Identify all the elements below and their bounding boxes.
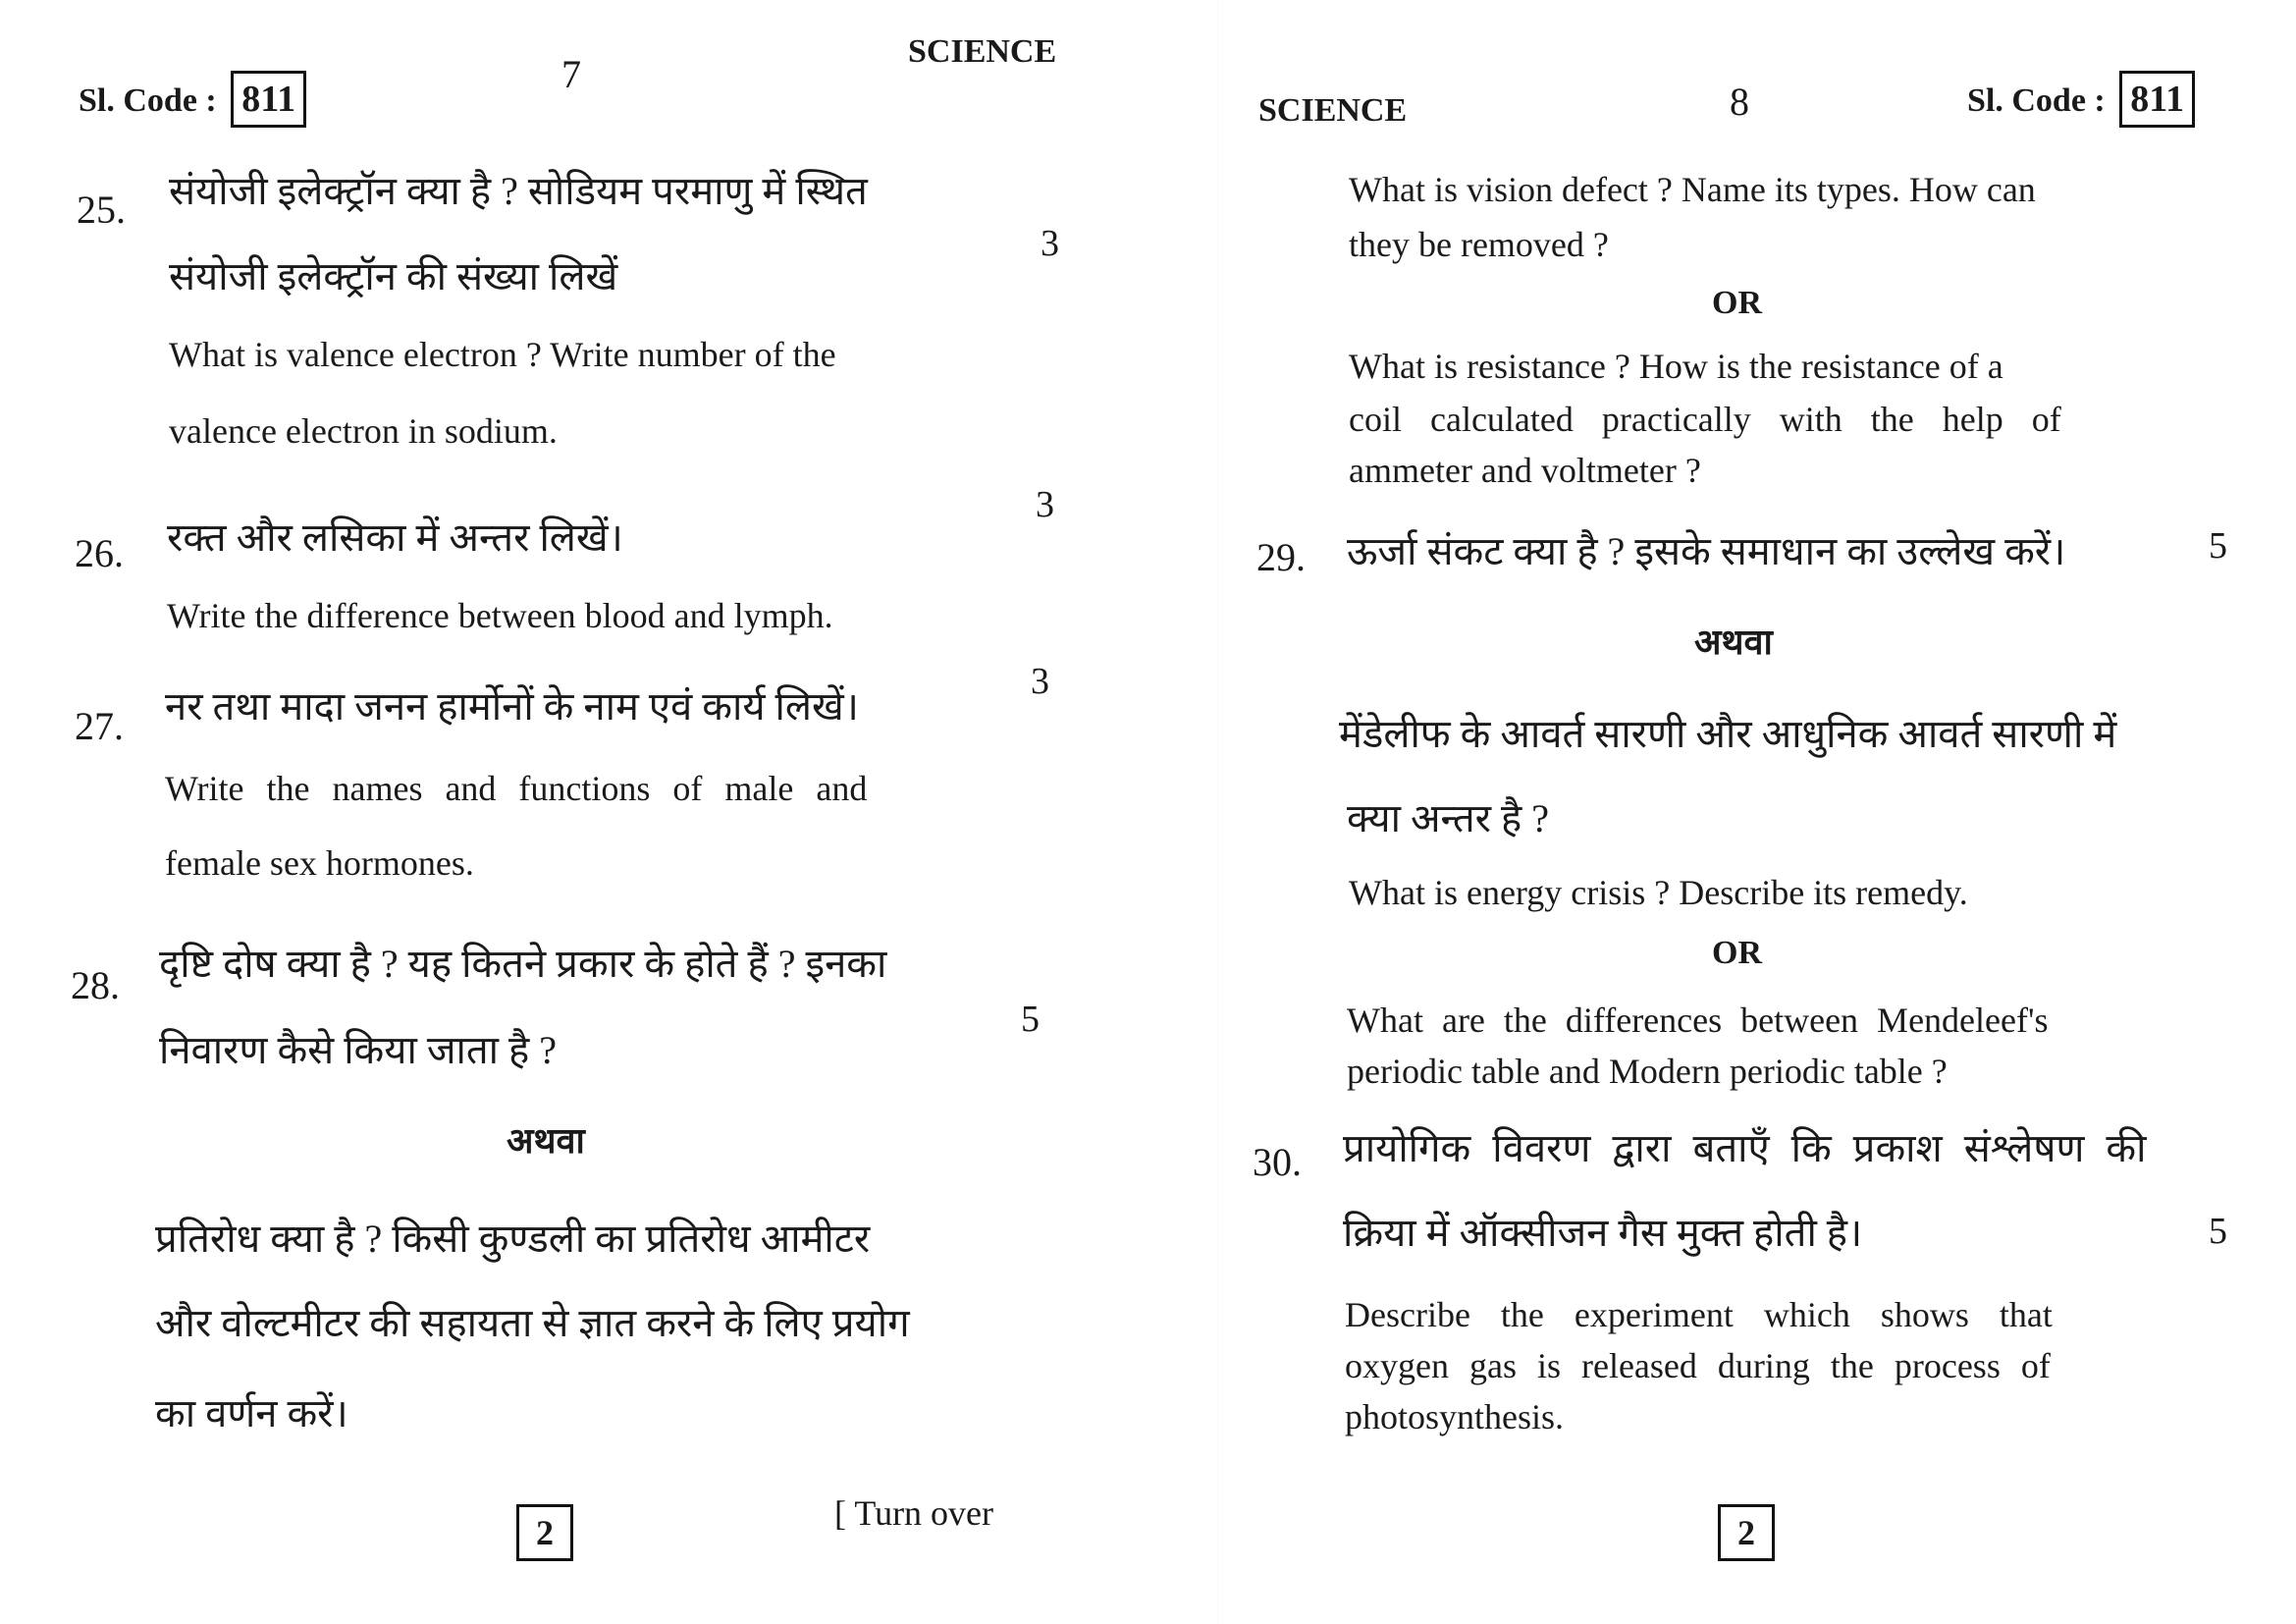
alt-question-hindi-line: प्रतिरोध क्या है ? किसी कुण्डली का प्रतिरोध आमीटर [155, 1217, 871, 1261]
question-marks: 5 [2209, 1211, 2227, 1252]
or-label: OR [1712, 285, 1762, 321]
sl-code-label: Sl. Code : [79, 82, 217, 119]
subject-title: SCIENCE [908, 33, 1057, 70]
question-hindi-line: ऊर्जा संकट क्या है ? इसके समाधान का उल्लेख करें। [1347, 529, 2066, 573]
alt-question-hindi-line: का वर्णन करें। [155, 1391, 348, 1435]
question-number: 30. [1253, 1140, 1302, 1184]
question-hindi-line: रक्त और लसिका में अन्तर लिखें। [167, 515, 623, 560]
question-hindi-line: क्रिया में ऑक्सीजन गैस मुक्त होती है। [1343, 1211, 1863, 1255]
question-number: 28. [71, 963, 120, 1007]
sl-code-box: 811 [231, 71, 306, 128]
question-hindi-line: निवारण कैसे किया जाता है ? [159, 1028, 558, 1072]
question-hindi-line: प्रायोगिक विवरण द्वारा बताएँ कि प्रकाश संश्लेषण की [1343, 1126, 2147, 1170]
question-english-line: What is vision defect ? Name its types. How can [1349, 170, 2036, 209]
subject-title: SCIENCE [1258, 92, 1408, 129]
sl-code-label: Sl. Code : [1967, 82, 2106, 119]
question-marks: 5 [1021, 999, 1040, 1040]
alt-question-english-line: What are the differences between Mendeleef's [1347, 1001, 2049, 1040]
question-english-line: valence electron in sodium. [169, 411, 558, 451]
alt-question-english-line: What is resistance ? How is the resistance of a [1349, 347, 2003, 386]
question-number: 25. [77, 188, 126, 232]
page-gutter [1217, 0, 1218, 1624]
question-number: 27. [75, 704, 124, 748]
or-label-hindi: अथवा [1694, 623, 1773, 662]
question-english-line: What is valence electron ? Write number of the [169, 335, 836, 374]
question-marks: 3 [1041, 223, 1059, 264]
question-english-line: oxygen gas is released during the process of [1345, 1346, 2051, 1385]
question-english-line: female sex hormones. [165, 843, 474, 883]
question-hindi-line: दृष्टि दोष क्या है ? यह कितने प्रकार के होते हैं ? इनका [159, 942, 887, 986]
question-english-line: Write the names and functions of male and [165, 769, 868, 808]
sl-code-header-right [1967, 71, 2195, 128]
alt-question-english-line: ammeter and voltmeter ? [1349, 451, 1701, 490]
alt-question-english-line: periodic table and Modern periodic table ? [1347, 1052, 1948, 1091]
question-number: 26. [75, 531, 124, 575]
alt-question-hindi-line: क्या अन्तर है ? [1347, 796, 1549, 840]
turn-over-label: [ Turn over [834, 1493, 994, 1533]
question-english-line: Describe the experiment which shows that [1345, 1295, 2053, 1334]
question-english-line: Write the difference between blood and lymph. [167, 596, 833, 635]
or-label-hindi: अथवा [507, 1121, 585, 1161]
page-number: 8 [1730, 80, 1749, 124]
footer-page-box: 2 [516, 1504, 573, 1561]
page-number: 7 [561, 52, 581, 96]
sl-code-box: 811 [2119, 71, 2195, 128]
question-hindi-line: संयोजी इलेक्ट्रॉन की संख्या लिखें [169, 254, 618, 298]
question-marks: 3 [1036, 484, 1054, 525]
footer-page-box: 2 [1718, 1504, 1775, 1561]
question-english-line: they be removed ? [1349, 225, 1609, 264]
alt-question-english-line: coil calculated practically with the help of [1349, 400, 2061, 439]
question-marks: 3 [1031, 661, 1049, 702]
question-marks: 5 [2209, 525, 2227, 567]
question-english-line: What is energy crisis ? Describe its remedy. [1349, 873, 1968, 912]
alt-question-hindi-line: मेंडेलीफ के आवर्त सारणी और आधुनिक आवर्त सारणी में [1339, 712, 2117, 756]
or-label: OR [1712, 935, 1762, 971]
alt-question-hindi-line: और वोल्टमीटर की सहायता से ज्ञात करने के लिए प्रयोग [155, 1301, 910, 1345]
question-number: 29. [1256, 535, 1306, 579]
question-hindi-line: नर तथा मादा जनन हार्मोनों के नाम एवं कार्य लिखें। [165, 684, 859, 729]
sl-code-header-left [79, 71, 306, 128]
question-hindi-line: संयोजी इलेक्ट्रॉन क्या है ? सोडियम परमाणु में स्थित [169, 169, 868, 213]
question-english-line: photosynthesis. [1345, 1397, 1565, 1436]
